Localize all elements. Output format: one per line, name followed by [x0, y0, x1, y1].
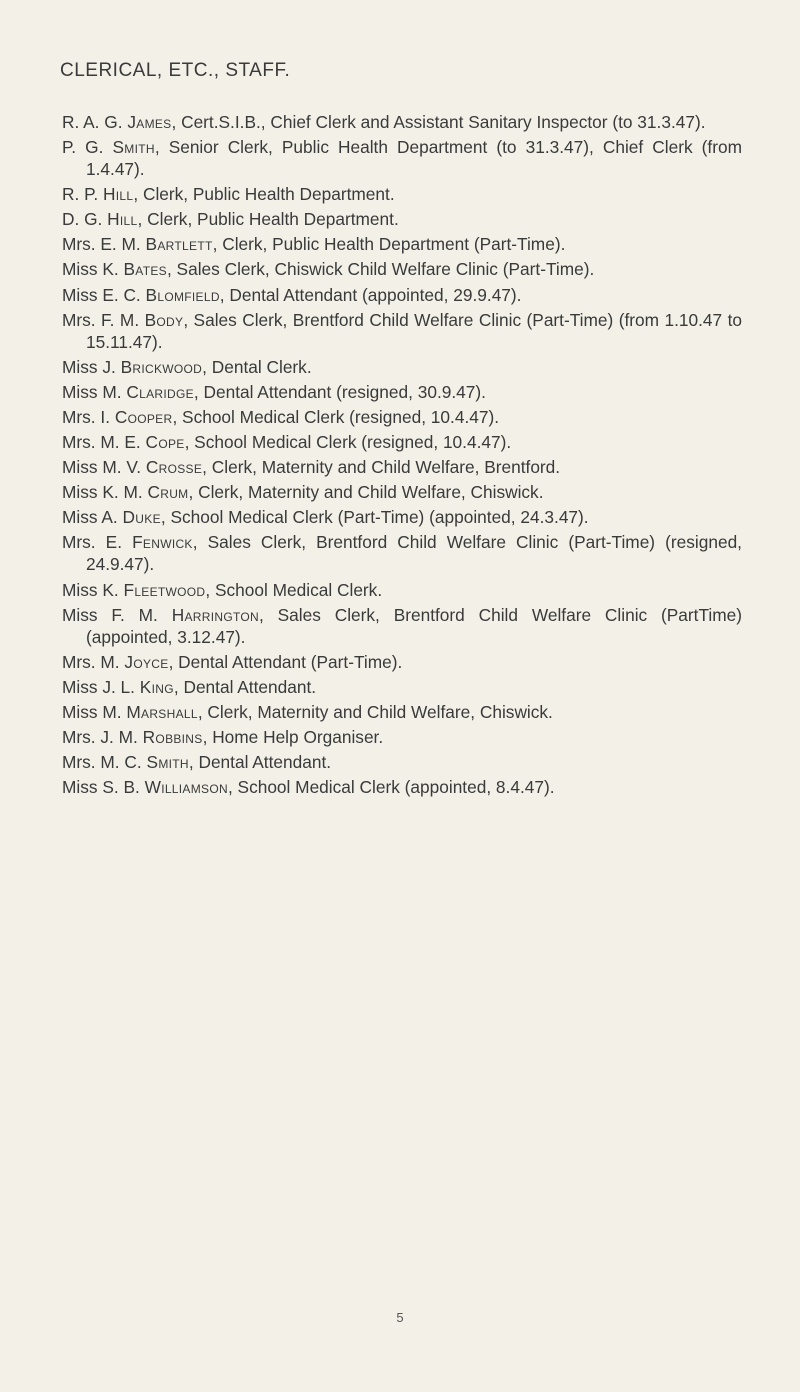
staff-name: Hill	[103, 184, 134, 205]
entry-prefix: Miss A.	[62, 507, 118, 528]
staff-entry	[62, 481, 742, 503]
entry-details: , School Medical Clerk (Part-Time) (appointed, 24.3.47).	[160, 507, 589, 528]
entry-details: , Sales Clerk, Brentford Child Welfare Clinic (Part-Time) (from 1.10.47 to 15.11.47).	[86, 309, 742, 352]
staff-entry	[62, 136, 742, 180]
entry-details: , School Medical Clerk (resigned, 10.4.47).	[184, 432, 512, 453]
entry-prefix: Mrs. M. E.	[62, 432, 141, 453]
entry-prefix: Miss M.	[62, 381, 122, 402]
entry-details: , Cert.S.I.B., Chief Clerk and Assistant Sanitary Inspector (to 31.3.47).	[171, 112, 706, 132]
staff-name: Duke	[122, 507, 161, 528]
staff-entry	[62, 506, 742, 528]
page-number: 5	[396, 1310, 404, 1325]
staff-entry	[62, 751, 742, 773]
entry-details: , Clerk, Public Health Department (Part-Time).	[212, 234, 566, 255]
staff-entry	[62, 111, 742, 133]
staff-name: Bartlett	[145, 234, 213, 255]
staff-name: Fleetwood	[123, 579, 206, 600]
staff-entry	[62, 701, 742, 723]
staff-list	[62, 111, 742, 801]
entry-prefix: Miss E. C.	[62, 284, 141, 305]
entry-details: , School Medical Clerk (appointed, 8.4.47).	[227, 777, 555, 798]
staff-entry	[62, 233, 742, 255]
staff-name: Smith	[112, 137, 155, 158]
entry-prefix: Miss J.	[62, 356, 116, 377]
entry-details: , Dental Attendant (resigned, 30.9.47).	[193, 381, 486, 402]
entry-prefix: Mrs. E.	[62, 532, 122, 553]
staff-name: Blomfield	[145, 284, 220, 305]
staff-name: Robbins	[142, 726, 203, 747]
staff-name: Marshall	[126, 701, 198, 722]
staff-name: Fenwick	[132, 532, 193, 553]
entry-prefix: Mrs. F. M.	[62, 309, 140, 330]
staff-entry	[62, 776, 742, 798]
entry-details: , Sales Clerk, Chiswick Child Welfare Clinic (Part-Time).	[166, 259, 595, 280]
staff-entry	[62, 356, 742, 378]
entry-details: , Clerk, Maternity and Child Welfare, Chiswick.	[197, 701, 553, 722]
entry-details: , School Medical Clerk.	[205, 579, 383, 600]
entry-prefix: Miss M. V.	[62, 457, 142, 478]
staff-entry	[62, 309, 742, 353]
staff-entry	[62, 406, 742, 428]
staff-name: Williamson	[144, 777, 228, 798]
staff-entry	[62, 579, 742, 601]
entry-prefix: Mrs. M.	[62, 651, 120, 672]
staff-name: Crosse	[145, 457, 203, 478]
staff-name: Claridge	[126, 381, 194, 402]
entry-details: , School Medical Clerk (resigned, 10.4.47).	[172, 406, 500, 427]
entry-prefix: Mrs. I.	[62, 406, 110, 427]
staff-name: Body	[144, 309, 184, 330]
entry-details: , Dental Attendant.	[188, 752, 332, 773]
entry-details: , Dental Clerk.	[202, 356, 312, 377]
staff-entry	[62, 183, 742, 205]
staff-name: Cope	[145, 432, 185, 453]
staff-name: Harrington	[171, 604, 259, 625]
staff-entry	[62, 676, 742, 698]
staff-name: Smith	[146, 752, 189, 773]
staff-entry	[62, 208, 742, 230]
staff-entry	[62, 726, 742, 748]
staff-entry	[62, 604, 742, 648]
entry-details: , Dental Attendant.	[173, 676, 317, 697]
entry-details: , Sales Clerk, Brentford Child Welfare Clinic (Part-Time) (resigned, 24.9.47).	[86, 532, 742, 575]
staff-name: Bates	[123, 259, 167, 280]
staff-entry	[62, 651, 742, 673]
entry-prefix: R. A. G.	[62, 112, 123, 132]
staff-name: Brickwood	[120, 356, 203, 377]
entry-details: , Senior Clerk, Public Health Department (to 31.3.47), Chief Clerk (from 1.4.47).	[86, 137, 742, 180]
staff-name: James	[127, 112, 172, 132]
entry-prefix: Mrs. E. M.	[62, 234, 141, 255]
entry-prefix: Mrs. M. C.	[62, 752, 142, 773]
staff-name: Cooper	[114, 406, 173, 427]
entry-details: , Sales Clerk, Brentford Child Welfare Clinic (PartTime) (appointed, 3.12.47).	[86, 604, 742, 647]
staff-entry	[62, 284, 742, 306]
entry-details: , Dental Attendant (Part-Time).	[168, 651, 403, 672]
staff-entry	[62, 431, 742, 453]
staff-name: Hill	[107, 209, 138, 230]
entry-prefix: D. G.	[62, 209, 103, 230]
staff-entry	[62, 258, 742, 280]
entry-prefix: Miss F. M.	[62, 604, 158, 625]
staff-entry	[62, 456, 742, 478]
entry-prefix: R. P.	[62, 184, 99, 205]
staff-name: Joyce	[124, 651, 169, 672]
entry-details: , Clerk, Maternity and Child Welfare, Brentford.	[202, 457, 561, 478]
staff-name: Crum	[147, 482, 189, 503]
entry-prefix: Miss K.	[62, 579, 119, 600]
section-heading: CLERICAL, ETC., STAFF.	[60, 60, 291, 81]
entry-prefix: Miss K. M.	[62, 482, 143, 503]
staff-entry	[62, 531, 742, 575]
entry-details: , Clerk, Maternity and Child Welfare, Chiswick.	[188, 482, 544, 503]
entry-prefix: P. G.	[62, 137, 104, 158]
entry-details: , Clerk, Public Health Department.	[133, 184, 395, 205]
entry-prefix: Miss K.	[62, 259, 119, 280]
entry-details: , Dental Attendant (appointed, 29.9.47).	[219, 284, 522, 305]
entry-prefix: Miss J. L.	[62, 676, 135, 697]
entry-details: , Clerk, Public Health Department.	[137, 209, 399, 230]
staff-entry	[62, 381, 742, 403]
entry-prefix: Miss M.	[62, 701, 122, 722]
entry-prefix: Mrs. J. M.	[62, 726, 138, 747]
entry-prefix: Miss S. B.	[62, 777, 140, 798]
staff-name: King	[139, 676, 174, 697]
entry-details: , Home Help Organiser.	[202, 726, 384, 747]
